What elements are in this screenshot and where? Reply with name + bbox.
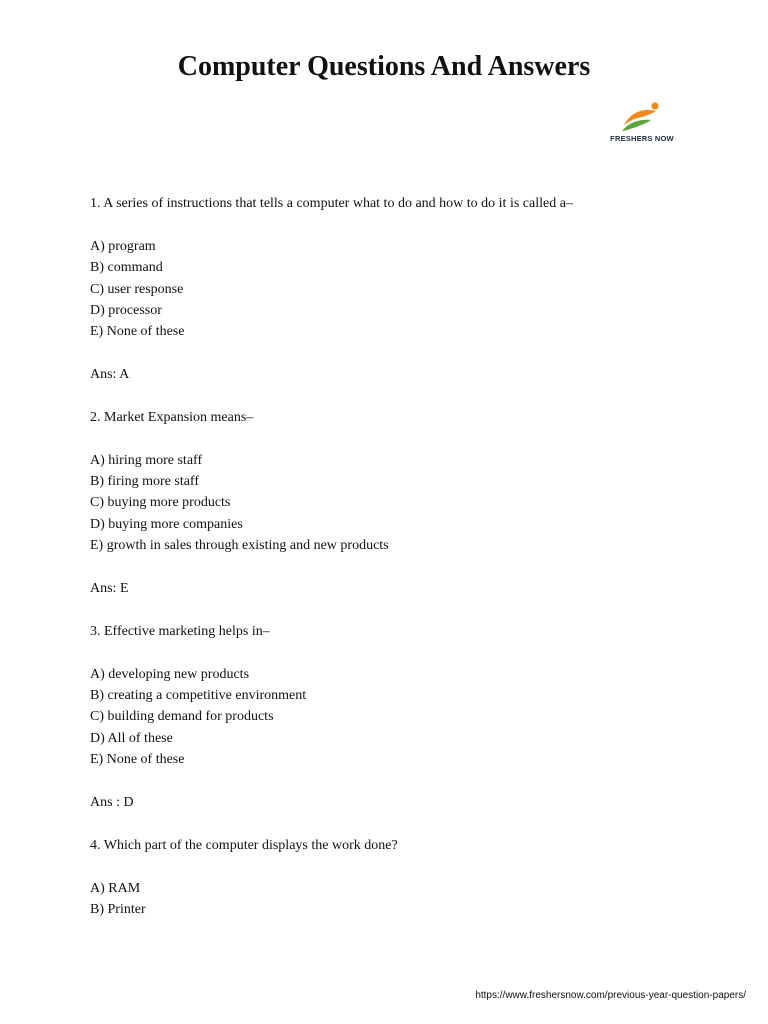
- answer: Ans: A: [90, 367, 130, 383]
- question-text: 3. Effective marketing helps in–: [90, 623, 270, 639]
- option-a: A) developing new products: [90, 666, 250, 682]
- question-1: [90, 193, 730, 407]
- logo-text: FRESHERS NOW: [610, 134, 674, 143]
- option-d: D) processor: [90, 302, 162, 318]
- option-a: A) hiring more staff: [90, 452, 203, 468]
- freshers-now-logo: [606, 100, 678, 146]
- option-a: A) program: [90, 238, 156, 254]
- question-4: [90, 835, 730, 921]
- question-text: 4. Which part of the computer displays the work done?: [90, 837, 398, 853]
- question-3: [90, 621, 730, 835]
- option-e: E) None of these: [90, 752, 185, 768]
- question-text: 2. Market Expansion means–: [90, 409, 254, 425]
- option-c: C) user response: [90, 281, 184, 297]
- option-e: E) None of these: [90, 324, 185, 340]
- question-2: [90, 407, 730, 621]
- logo-figure-icon: [620, 100, 664, 132]
- option-b: B) firing more staff: [90, 474, 199, 490]
- option-e: E) growth in sales through existing and new products: [90, 538, 389, 554]
- option-b: B) command: [90, 260, 163, 276]
- option-c: C) buying more products: [90, 495, 231, 511]
- footer-url: https://www.freshersnow.com/previous-year-question-papers/: [475, 990, 746, 1001]
- page-title: Computer Questions And Answers: [177, 51, 591, 82]
- questions-list: [90, 193, 730, 920]
- option-a: A) RAM: [90, 880, 141, 896]
- question-text: 1. A series of instructions that tells a computer what to do and how to do it is called a–: [90, 196, 573, 211]
- option-c: C) building demand for products: [90, 709, 274, 725]
- answer: Ans: E: [90, 581, 129, 597]
- answer: Ans : D: [90, 794, 134, 810]
- option-d: D) All of these: [90, 730, 173, 746]
- option-d: D) buying more companies: [90, 516, 243, 532]
- option-b: B) creating a competitive environment: [90, 687, 307, 703]
- option-b: B) Printer: [90, 901, 146, 917]
